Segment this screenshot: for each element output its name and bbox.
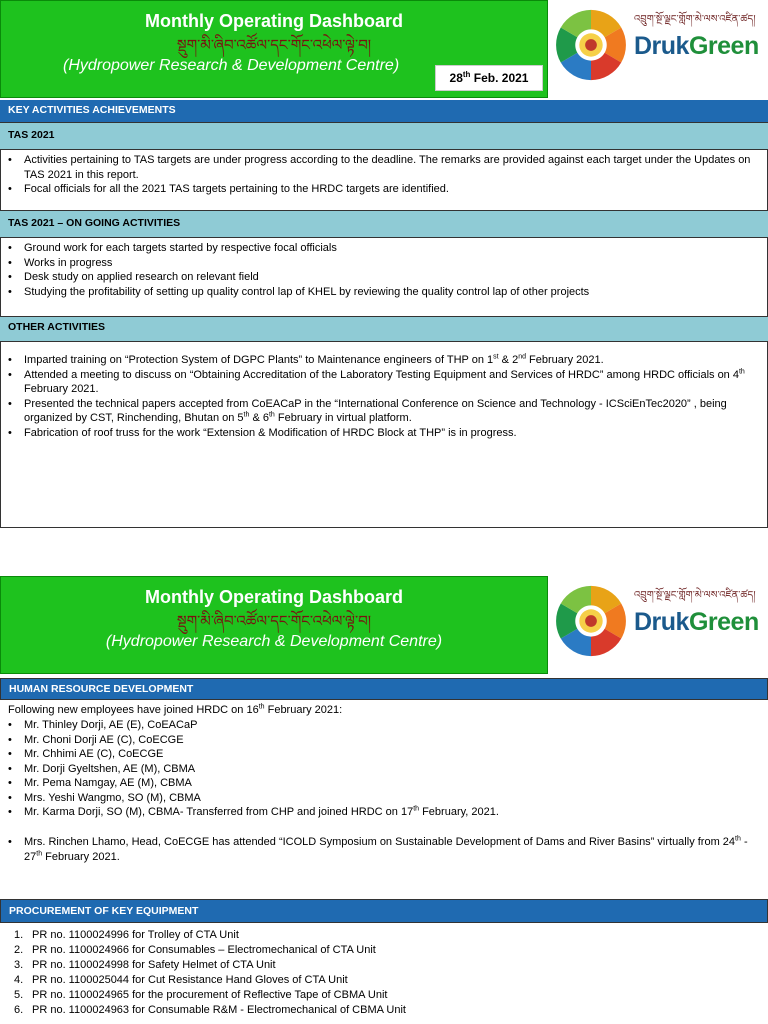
hr-intro-text: Following new employees have joined HRDC on 16th February 2021: [8, 703, 343, 716]
list-item: • Mr. Choni Dorji AE (C), CoECGE [24, 733, 764, 748]
list-item: • Mr. Chhimi AE (C), CoECGE [24, 747, 764, 762]
list-item: 5. PR no. 1100024965 for the procurement of Reflective Tape of CBMA Unit [14, 989, 388, 1001]
list-item: • Ground work for each targets started by respective focal officials [24, 241, 764, 256]
list-item: • Desk study on applied research on relevant field [24, 270, 764, 285]
page-subtitle: (Hydropower Research & Development Centre) [63, 57, 400, 74]
list-item: 4. PR no. 1100025044 for Cut Resistance Hand Gloves of CTA Unit [14, 974, 348, 986]
key-activities-heading: KEY ACTIVITIES ACHIEVEMENTS [0, 100, 768, 122]
new-employees-list [0, 718, 764, 820]
page-title: Monthly Operating Dashboard [144, 11, 403, 31]
tas-2021-list [0, 153, 764, 197]
dashboard-header-2 [0, 576, 548, 674]
list-item: 3. PR no. 1100024998 for Safety Helmet of CTA Unit [14, 959, 276, 971]
hr-events-list [0, 835, 764, 864]
dashboard-header [0, 0, 548, 98]
list-item: • Attended a meeting to discuss on “Obtaining Accreditation of the Laboratory Testing Equipment and Services of HRDC” among HRDC officials on 4th February 2021. [24, 368, 764, 397]
list-item: • Focal officials for all the 2021 TAS targets pertaining to the HRDC targets are identified. [24, 182, 764, 197]
page-subtitle: (Hydropower Research & Development Centre) [105, 633, 443, 650]
list-item: • Imparted training on “Protection System of DGPC Plants” to Maintenance engineers of THP on 1st & 2nd February 2021. [24, 353, 764, 368]
list-item: 1. PR no. 1100024996 for Trolley of CTA Unit [14, 929, 239, 941]
other-activities-heading: OTHER ACTIVITIES [0, 316, 768, 342]
list-item: • Activities pertaining to TAS targets are under progress according to the deadline. The remarks are provided against each target under the Updates on TAS 2021 in this report. [24, 153, 764, 182]
list-item: 2. PR no. 1100024966 for Consumables – Electromechanical of CTA Unit [14, 944, 376, 956]
list-item: 6. PR no. 1100024963 for Consumable R&M - Electromechanical of CBMA Unit [14, 1004, 406, 1016]
list-item: • Mrs. Rinchen Lhamo, Head, CoECGE has attended “ICOLD Symposium on Sustainable Development of Dams and River Basins” virtually from 24th - 27th February 2021. [24, 835, 764, 864]
list-item: • Works in progress [24, 256, 764, 271]
tas-ongoing-list [0, 241, 764, 299]
tibetan-title: སྡུག་མི་ཞིབ་འཚོལ་དང་གོང་འཕེལ་ལྟེ་བ། [176, 36, 372, 54]
drukgreen-emblem-icon [552, 582, 630, 660]
tas-ongoing-heading: TAS 2021 – ON GOING ACTIVITIES [0, 210, 768, 238]
report-date: 28th Feb. 2021 [435, 65, 543, 91]
list-item: • Mr. Pema Namgay, AE (M), CBMA [24, 776, 764, 791]
logo-brand-name: DrukGreen [634, 32, 759, 60]
logo-tibetan-text: འབྲུག་སྔོ་ལྗང་གློག་མེ་ལས་འཛིན་ཚད། [634, 590, 756, 601]
hr-development-heading: HUMAN RESOURCE DEVELOPMENT [0, 678, 768, 700]
logo-tibetan-text: འབྲུག་སྔོ་ལྗང་གློག་མེ་ལས་འཛིན་ཚད། [634, 14, 756, 25]
drukgreen-emblem-icon [552, 6, 630, 84]
list-item: • Fabrication of roof truss for the work “Extension & Modification of HRDC Block at THP” is in progress. [24, 426, 764, 441]
list-item: • Studying the profitability of setting up quality control lap of KHEL by reviewing the quality control lap of other projects [24, 285, 764, 300]
other-activities-list [0, 353, 764, 440]
list-item: • Mrs. Yeshi Wangmo, SO (M), CBMA [24, 791, 764, 806]
list-item: • Mr. Karma Dorji, SO (M), CBMA- Transferred from CHP and joined HRDC on 17th February, 2021. [24, 805, 764, 820]
page-title: Monthly Operating Dashboard [144, 587, 403, 607]
list-item: • Mr. Thinley Dorji, AE (E), CoEACaP [24, 718, 764, 733]
procurement-list [8, 928, 768, 1018]
drukgreen-logo [552, 2, 768, 92]
procurement-heading: PROCUREMENT OF KEY EQUIPMENT [0, 899, 768, 923]
tibetan-title: སྡུག་མི་ཞིབ་འཚོལ་དང་གོང་འཕེལ་ལྟེ་བ། [176, 612, 372, 630]
drukgreen-logo [552, 578, 768, 668]
tas-2021-heading: TAS 2021 [0, 122, 768, 150]
logo-brand-name: DrukGreen [634, 608, 759, 636]
list-item: • Mr. Dorji Gyeltshen, AE (M), CBMA [24, 762, 764, 777]
list-item: • Presented the technical papers accepted from CoEACaP in the “International Conference on Science and Technology - ICSciEnTec2020” , being organized by CST, Rinchending, Bhutan on 5th & 6th February in virtual platform. [24, 397, 764, 426]
